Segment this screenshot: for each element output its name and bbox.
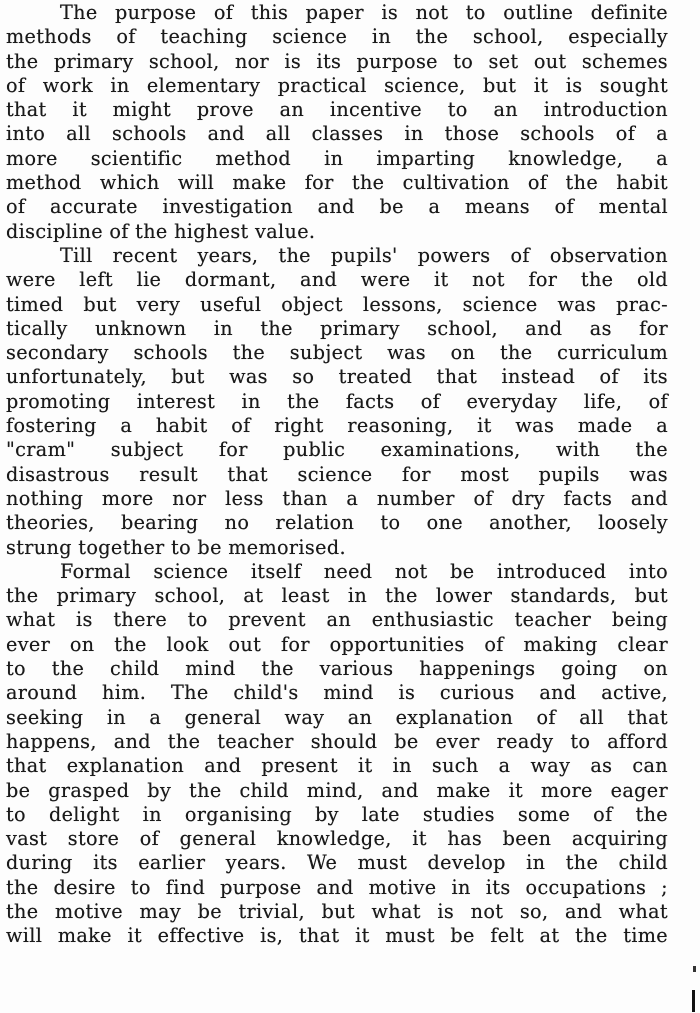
text-line: strung together to be memorised. [6,535,346,559]
text-line: were left lie dormant, and were it not for the old [6,268,668,292]
text-line: to the child mind the various happenings going on [6,657,668,681]
text-column [6,0,668,949]
text-line: the desire to find purpose and motive in its occupations ; [6,875,668,899]
text-line: ever on the look out for opportunities of making clear [6,632,668,656]
text-line: to delight in organising by late studies some of the [6,802,668,826]
text-line: promoting interest in the facts of everyday life, of [6,389,668,413]
text-line: during its earlier years. We must develop in the child [6,851,668,875]
text-line: nothing more nor less than a number of dry facts and [6,486,668,510]
paragraph-2 [6,244,668,560]
text-line: discipline of the highest value. [6,219,316,243]
text-line: fostering a habit of right reasoning, it was made a [6,414,668,438]
text-line: unfortunately, but was so treated that instead of its [6,365,668,389]
text-line: The purpose of this paper is not to outline definite [60,1,668,24]
text-line: secondary schools the subject was on the curriculum [6,341,668,365]
text-line: what is there to prevent an enthusiastic teacher being [6,608,668,632]
text-line: timed but very useful object lessons, science was prac- [6,292,668,316]
text-line: tically unknown in the primary school, and as for [6,316,668,340]
text-line: that explanation and present it in such a way as can [6,754,668,778]
text-line: the primary school, nor is its purpose to set out schemes [6,49,668,73]
text-line: into all schools and all classes in those schools of a [6,122,668,146]
column-edge-rule [692,990,695,1012]
text-line: around him. The child's mind is curious and active, [6,681,668,705]
text-line: the motive may be trivial, but what is not so, and what [6,899,668,923]
text-line: that it might prove an incentive to an introduction [6,98,668,122]
text-line: method which will make for the cultivation of the habit [6,171,668,195]
paragraph-1 [6,1,668,244]
text-line: theories, bearing no relation to one another, loosely [6,511,668,535]
text-line: Till recent years, the pupils' powers of observation [60,243,668,267]
column-edge-mark [693,966,696,972]
text-line: "cram" subject for public examinations, with the [6,438,668,462]
text-line: methods of teaching science in the school, especially [6,25,668,49]
text-line: be grasped by the child mind, and make it more eager [6,778,668,802]
text-line: of accurate investigation and be a means of mental [6,195,668,219]
paragraph-3 [6,560,668,949]
text-line: seeking in a general way an explanation of all that [6,705,668,729]
text-line: vast store of general knowledge, it has been acquiring [6,827,668,851]
text-line: of work in elementary practical science, but it is sought [6,73,668,97]
text-line: will make it effective is, that it must be felt at the time [6,924,668,948]
text-line: the primary school, at least in the lower standards, but [6,584,668,608]
text-line: more scientific method in imparting knowledge, a [6,146,668,170]
text-line: Formal science itself need not be introduced into [60,559,668,583]
text-line: happens, and the teacher should be ever ready to afford [6,729,668,753]
text-line: disastrous result that science for most pupils was [6,462,668,486]
